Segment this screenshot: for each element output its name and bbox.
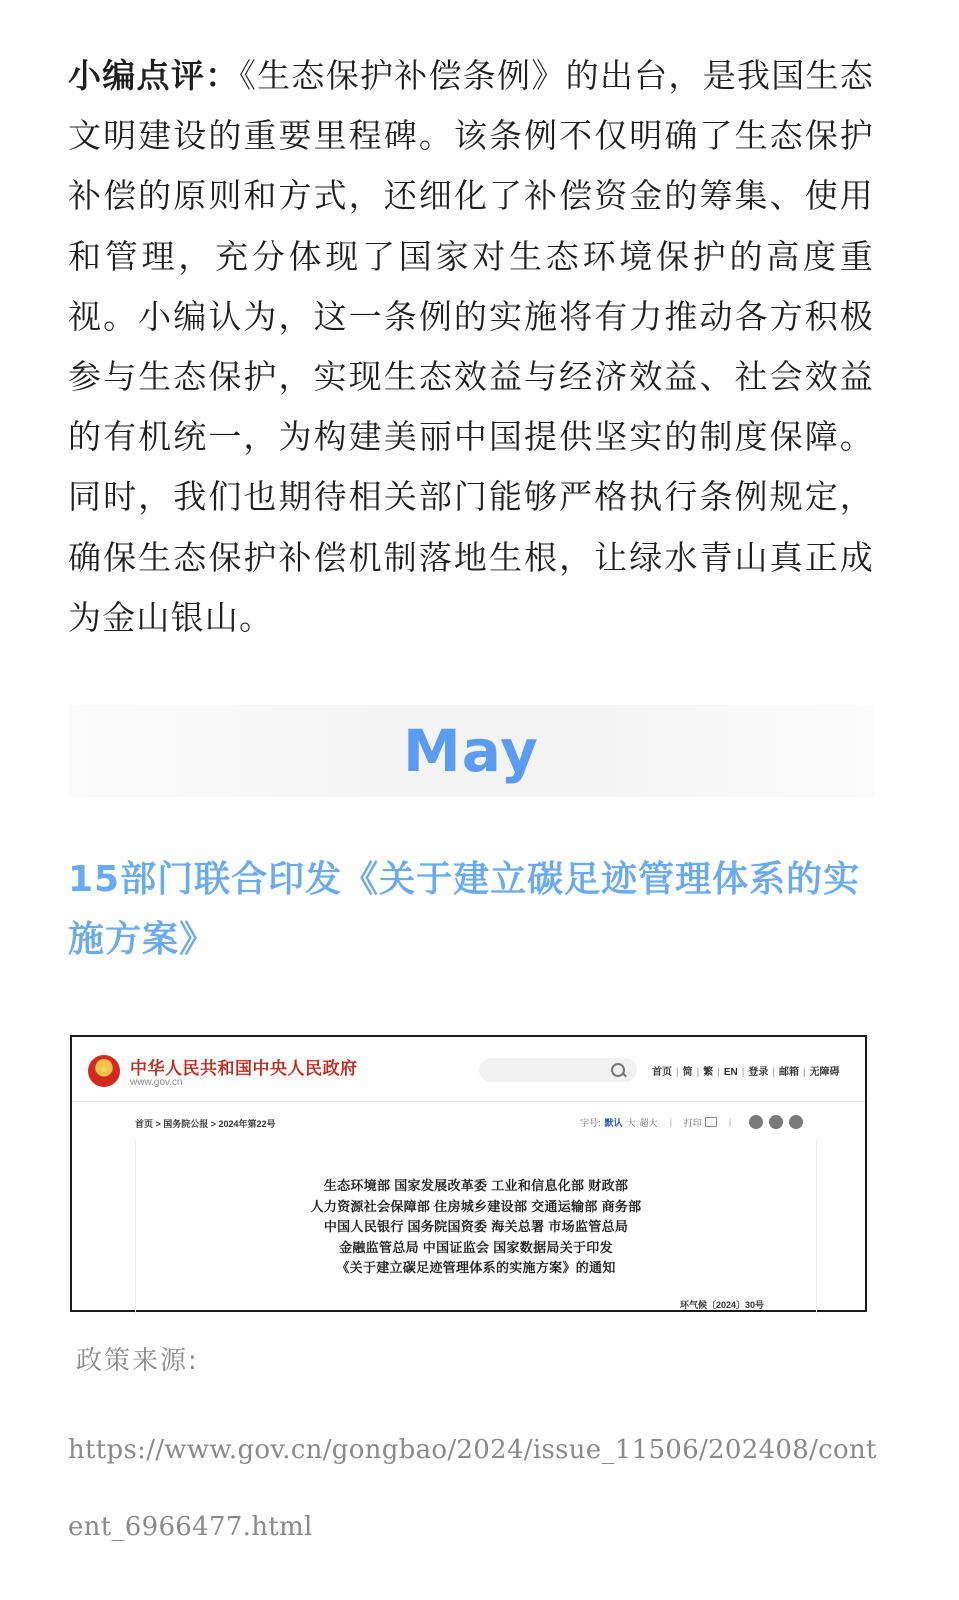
comment-body: 《生态保护补偿条例》的出台，是我国生态文明建设的重要里程碑。该条例不仅明确了生态保护补偿的原则和方式，还细化了补偿资金的筹集、使用和管理，充分体现了国家对生态环境保护的高度重视。小编认为，这一条例的实施将有力推动各方积极参与生态保护，实现生态效益与经济效益、社会效益的有机统一，为构建美丽中国提供坚实的制度保障。同时，我们也期待相关部门能够严格执行条例规定，确保生态保护补偿机制落地生根，让绿水青山真正成为金山银山。 bbox=[68, 56, 874, 637]
print-icon[interactable] bbox=[705, 1117, 717, 1127]
breadcrumb[interactable]: 首页 > 国务院公报 > 2024年第22号 bbox=[135, 1119, 276, 1129]
weibo-share-icon[interactable] bbox=[749, 1115, 763, 1129]
source-label: 政策来源: bbox=[76, 1346, 199, 1376]
search-icon[interactable] bbox=[611, 1063, 625, 1077]
month-banner bbox=[68, 705, 874, 797]
search-input[interactable] bbox=[479, 1058, 637, 1082]
doc-line: 生态环境部 国家发展改革委 工业和信息化部 财政部 bbox=[323, 1178, 629, 1193]
header-divider bbox=[72, 1101, 865, 1102]
document-number: 环气候〔2024〕30号 bbox=[679, 1300, 764, 1310]
national-emblem-icon bbox=[88, 1055, 120, 1087]
site-name: 中华人民共和国中央人民政府 bbox=[130, 1059, 358, 1078]
favorite-star-icon[interactable] bbox=[789, 1115, 803, 1129]
nav-traditional[interactable]: 繁 bbox=[703, 1067, 714, 1078]
print-button[interactable]: 打印 bbox=[683, 1117, 702, 1128]
gov-website-screenshot bbox=[70, 1035, 867, 1312]
font-size-xlarge[interactable]: 超大 bbox=[639, 1117, 658, 1128]
font-size-default[interactable]: 默认 bbox=[604, 1117, 623, 1128]
nav-mail[interactable]: 邮箱 bbox=[778, 1067, 799, 1078]
nav-home[interactable]: 首页 bbox=[652, 1067, 672, 1078]
document-panel bbox=[135, 1140, 817, 1314]
site-header bbox=[72, 1037, 865, 1099]
comment-lead: 小编点评： bbox=[68, 56, 240, 95]
nav-english[interactable]: EN bbox=[723, 1067, 738, 1078]
font-size-large[interactable]: 大 bbox=[626, 1117, 636, 1128]
doc-line: 《关于建立碳足迹管理体系的实施方案》的通知 bbox=[336, 1260, 616, 1275]
nav-login[interactable]: 登录 bbox=[748, 1067, 769, 1078]
page-tools: 字号: 默认 大 超大 | 打印 | bbox=[580, 1115, 803, 1129]
doc-line: 人力资源社会保障部 住房城乡建设部 交通运输部 商务部 bbox=[310, 1198, 642, 1214]
article-title[interactable]: 15部门联合印发《关于建立碳足迹管理体系的实施方案》 bbox=[68, 859, 861, 960]
doc-line: 金融监管总局 中国证监会 国家数据局关于印发 bbox=[339, 1239, 613, 1255]
nav-accessibility[interactable]: 无障碍 bbox=[809, 1067, 840, 1078]
month-label: May bbox=[403, 717, 539, 785]
site-url: www.gov.cn bbox=[130, 1077, 183, 1088]
editor-comment bbox=[68, 46, 874, 648]
doc-line: 中国人民银行 国务院国资委 海关总署 市场监管总局 bbox=[323, 1219, 629, 1234]
top-nav: 首页 | 简 | 繁 | EN | 登录 | 邮箱 | 无障碍 bbox=[652, 1067, 840, 1078]
font-size-label: 字号: bbox=[580, 1117, 601, 1128]
wechat-share-icon[interactable] bbox=[769, 1115, 783, 1129]
document-heading bbox=[136, 1176, 816, 1279]
nav-simplified[interactable]: 简 bbox=[682, 1067, 693, 1078]
source-url-link[interactable]: https://www.gov.cn/gongbao/2024/issue_11506/202408/content_6966477.html bbox=[68, 1435, 877, 1542]
